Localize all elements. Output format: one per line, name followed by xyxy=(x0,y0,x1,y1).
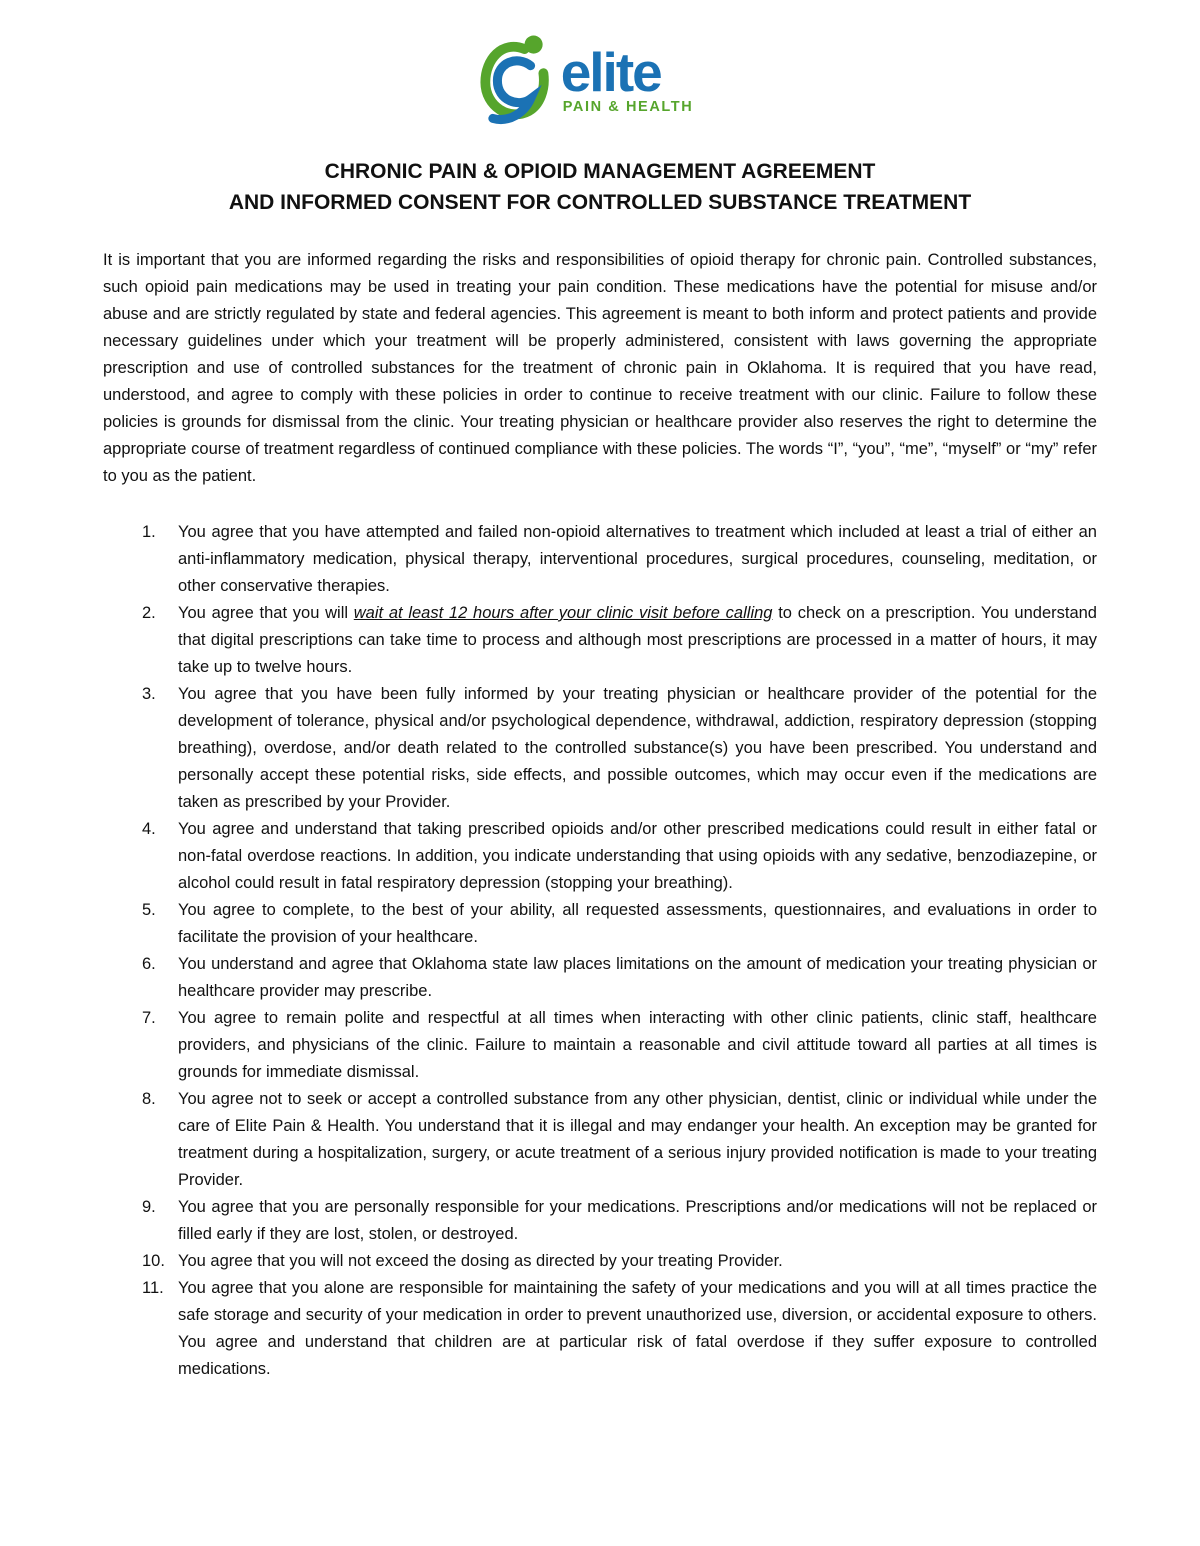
emphasized-phrase: wait at least 12 hours after your clinic visit before calling xyxy=(353,604,773,622)
item-text: You agree that you have been fully informed by your treating physician or healthcare provider of the potential for the development of tolerance, physical and/or psychological dependence, withdrawal, addiction, respiratory depression (stopping breathing), overdose, and/or death related to the controlled substance(s) you have been prescribed. You understand and personally accept these potential risks, side effects, and possible outcomes, which may occur even if the medications are taken as prescribed by your Provider. xyxy=(178,685,1097,811)
list-item xyxy=(103,1005,1097,1086)
item-text: You agree not to seek or accept a controlled substance from any other physician, dentist, clinic or individual while under the care of Elite Pain & Health. You understand that it is illegal and may endanger your health. An exception may be granted for treatment during a hospitalization, surgery, or acute treatment of a serious injury provided notification is made to your treating Provider. xyxy=(178,1090,1097,1189)
list-item xyxy=(103,1194,1097,1248)
brand-name: elite xyxy=(560,41,661,103)
item-text: to check on a prescription. You understand that digital prescriptions can take time to process and although most prescriptions are processed in a matter of hours, it may take up to twelve hours. xyxy=(178,604,1097,676)
agreement-list xyxy=(103,519,1097,1383)
item-text: You agree and understand that taking prescribed opioids and/or other prescribed medications could result in either fatal or non-fatal overdose reactions. In addition, you indicate understanding that using opioids with any sedative, benzodiazepine, or alcohol could result in fatal respiratory depression (stopping your breathing). xyxy=(178,820,1097,892)
title-line-1: CHRONIC PAIN & OPIOID MANAGEMENT AGREEMENT xyxy=(324,160,876,183)
item-text: You agree that you have attempted and failed non-opioid alternatives to treatment which included at least a trial of either an anti-inflammatory medication, physical therapy, interventional procedures, surgical procedures, counseling, meditation, or other conservative therapies. xyxy=(178,523,1097,595)
item-number: 11. xyxy=(142,1279,164,1297)
title-line-2: AND INFORMED CONSENT FOR CONTROLLED SUBSTANCE TREATMENT xyxy=(228,191,972,214)
list-item xyxy=(103,600,1097,681)
list-item xyxy=(103,681,1097,816)
document-title xyxy=(0,156,1200,218)
item-text: You agree that you alone are responsible for maintaining the safety of your medications and you will at all times practice the safe storage and security of your medication in order to prevent unauthorized use, diversion, or accidental exposure to others. You agree and understand that children are at particular risk of fatal overdose if they suffer exposure to controlled medications. xyxy=(178,1279,1097,1378)
list-item xyxy=(103,951,1097,1005)
intro-paragraph: It is important that you are informed regarding the risks and responsibilities of opioid therapy for chronic pain. Controlled substances, such opioid pain medications may be used in treating your pain condition. These medications have the potential for misuse and/or abuse and are strictly regulated by state and federal agencies. This agreement is meant to both inform and protect patients and provide necessary guidelines under which your treatment will be properly administered, consistent with laws governing the appropriate prescription and use of controlled substances for the treatment of chronic pain in Oklahoma. It is required that you have read, understood, and agree to comply with these policies in order to continue to receive treatment with our clinic. Failure to follow these policies is grounds for dismissal from the clinic. Your treating physician or healthcare provider also reserves the right to determine the appropriate course of treatment regardless of continued compliance with these policies. The words “I”, “you”, “me”, “myself” or “my” refer to you as the patient. xyxy=(103,251,1097,485)
list-item xyxy=(103,1275,1097,1383)
item-number: 4. xyxy=(142,820,156,838)
list-item xyxy=(103,1086,1097,1194)
list-item xyxy=(103,519,1097,600)
list-item xyxy=(103,897,1097,951)
brand-tagline: PAIN & HEALTH xyxy=(562,99,694,116)
list-item xyxy=(103,1248,1097,1275)
item-number: 2. xyxy=(142,604,156,622)
logo-text xyxy=(560,41,694,116)
item-number: 9. xyxy=(142,1198,156,1216)
elite-logo-icon xyxy=(479,34,555,132)
item-number: 3. xyxy=(142,685,156,703)
logo xyxy=(0,34,1186,136)
item-number: 6. xyxy=(142,955,156,973)
item-text: You agree that you will not exceed the dosing as directed by your treating Provider. xyxy=(178,1252,783,1270)
item-number: 8. xyxy=(142,1090,156,1108)
item-text: You understand and agree that Oklahoma state law places limitations on the amount of medication your treating physician or healthcare provider may prescribe. xyxy=(178,955,1097,1000)
item-number: 7. xyxy=(142,1009,156,1027)
list-item xyxy=(103,816,1097,897)
item-number: 5. xyxy=(142,901,156,919)
item-text: You agree that you are personally responsible for your medications. Prescriptions and/or medications will not be replaced or filled early if they are lost, stolen, or destroyed. xyxy=(178,1198,1097,1243)
item-text: You agree that you will xyxy=(178,604,354,622)
item-text: You agree to complete, to the best of your ability, all requested assessments, questionnaires, and evaluations in order to facilitate the provision of your healthcare. xyxy=(178,901,1097,946)
item-text: You agree to remain polite and respectful at all times when interacting with other clinic patients, clinic staff, healthcare providers, and physicians of the clinic. Failure to maintain a reasonable and civil attitude toward all parties at all times is grounds for immediate dismissal. xyxy=(178,1009,1097,1081)
item-number: 1. xyxy=(142,523,156,541)
item-number: 10. xyxy=(142,1252,165,1270)
